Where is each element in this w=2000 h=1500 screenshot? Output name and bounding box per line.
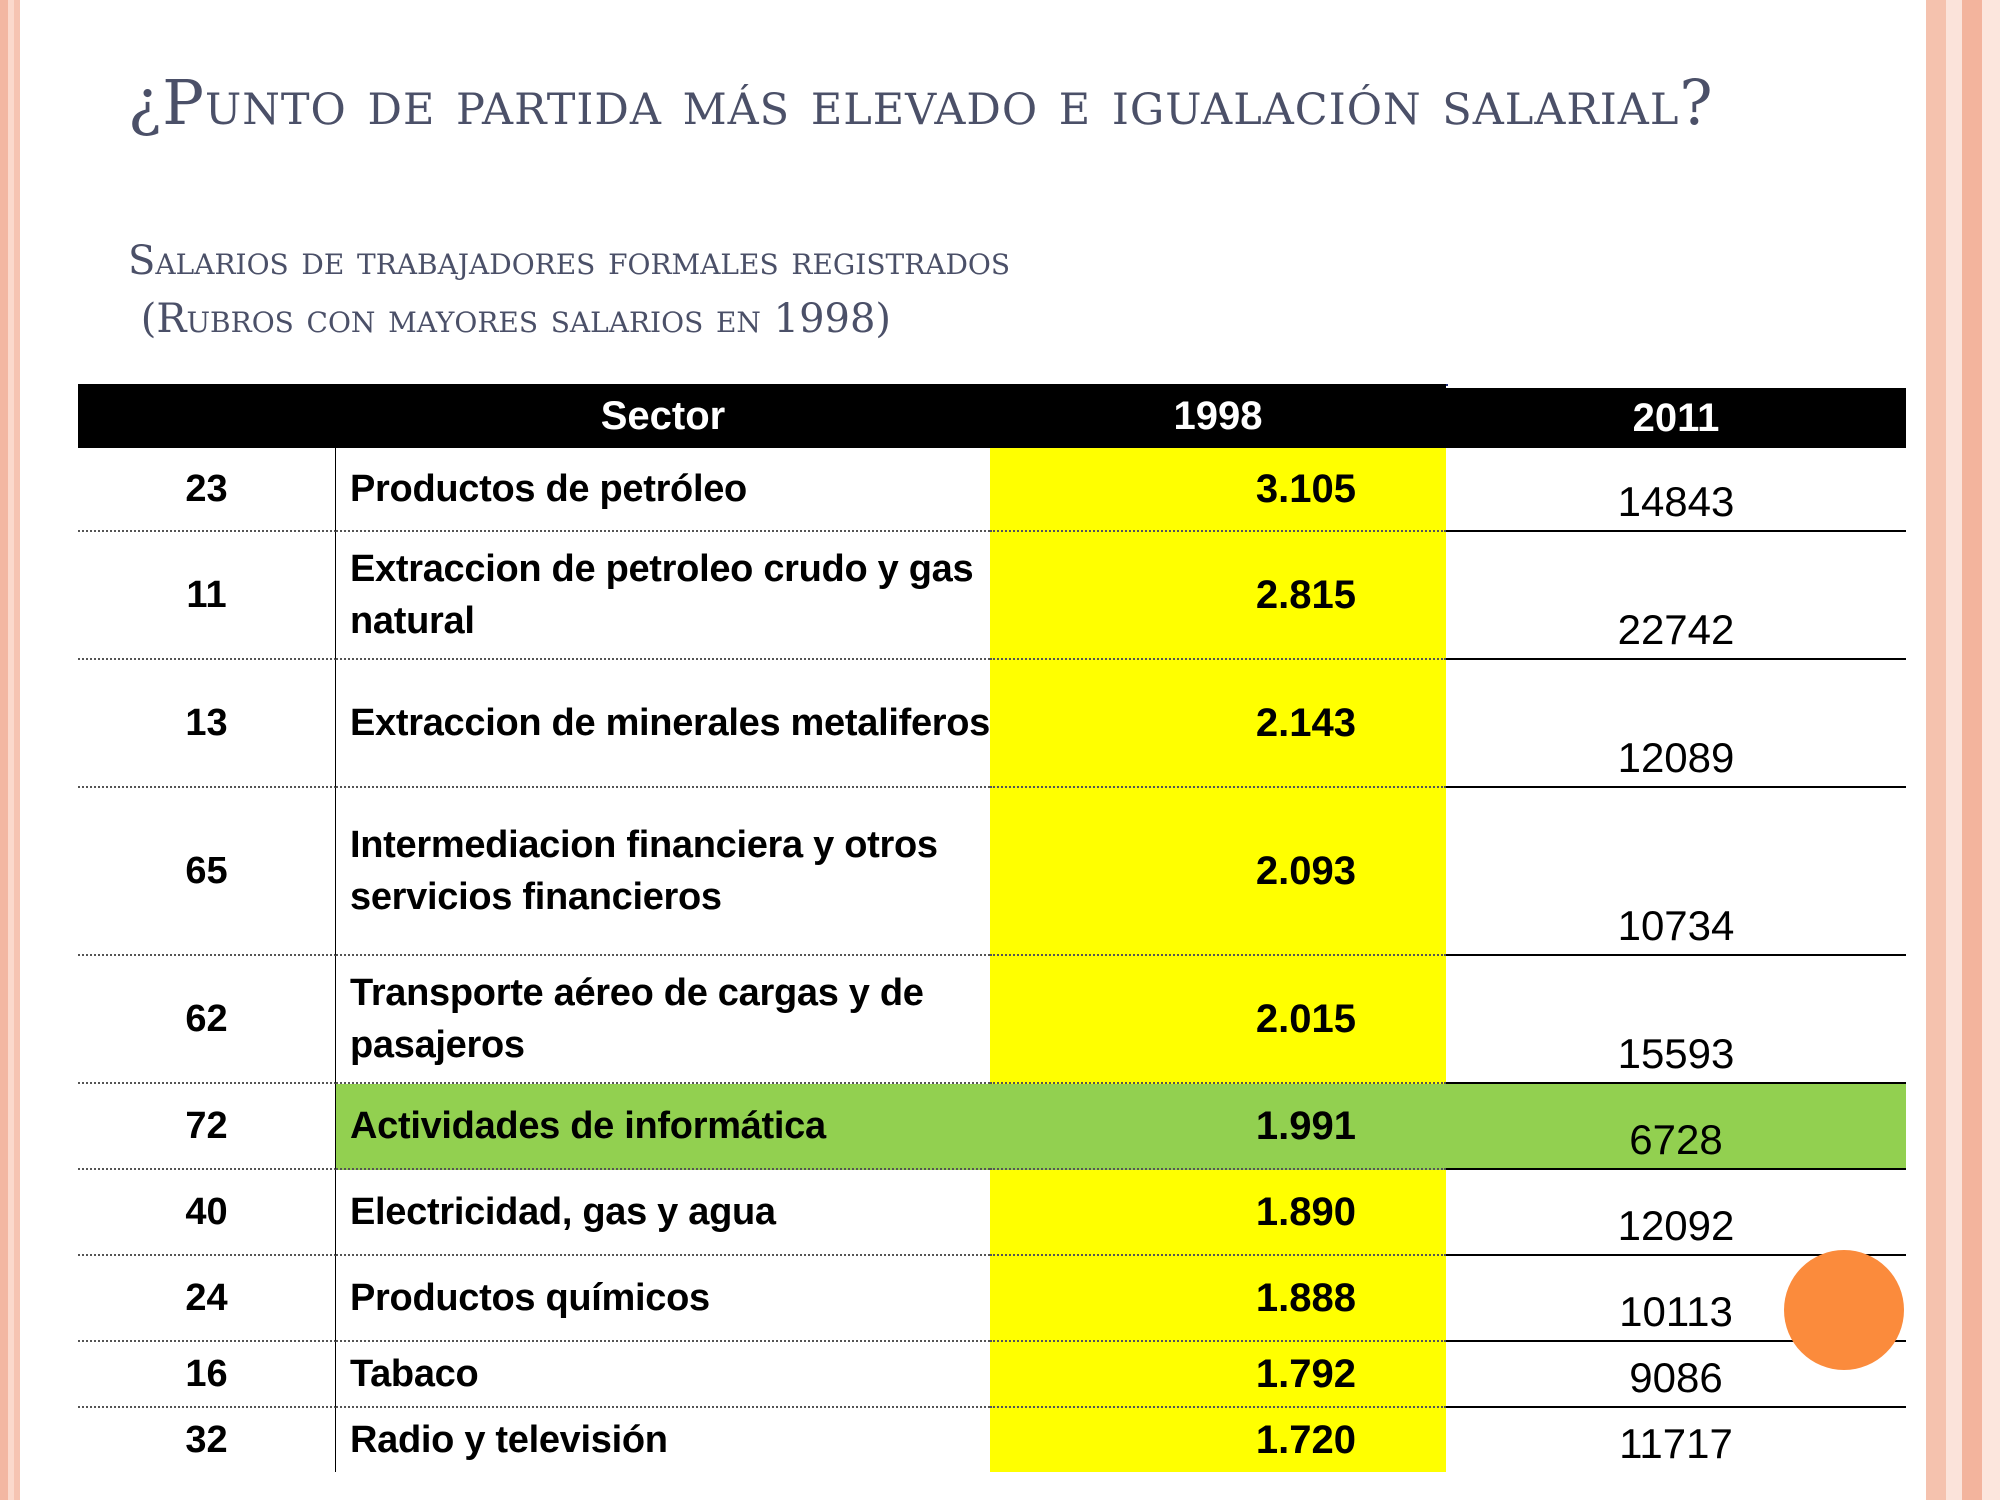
row-value-1998: 1.890 bbox=[990, 1170, 1446, 1256]
row-value-1998: 1.720 bbox=[990, 1408, 1446, 1472]
header-sector: Sector bbox=[336, 384, 990, 448]
row-sector: Intermediacion financiera y otros servicios financieros bbox=[336, 788, 990, 956]
subtitle-line-2: (Rubros con mayores salarios en 1998) bbox=[128, 296, 892, 342]
row-value-2011: 10113 bbox=[1446, 1256, 1906, 1342]
row-value-1998: 3.105 bbox=[990, 448, 1446, 532]
row-value-2011-highlighted: 6728 bbox=[1446, 1084, 1906, 1170]
row-value-1998-highlighted: 1.991 bbox=[990, 1084, 1446, 1170]
slide-left-border bbox=[0, 0, 20, 1500]
row-code: 65 bbox=[78, 788, 336, 956]
subtitle-line-1: Salarios de trabajadores formales registrados bbox=[128, 238, 1011, 284]
header-code bbox=[78, 384, 336, 448]
row-value-2011: 22742 bbox=[1446, 532, 1906, 660]
row-value-1998: 2.815 bbox=[990, 532, 1446, 660]
row-value-2011: 12089 bbox=[1446, 660, 1906, 788]
row-value-2011: 15593 bbox=[1446, 956, 1906, 1084]
row-code: 11 bbox=[78, 532, 336, 660]
slide-title: ¿Punto de partida más elevado e igualación salarial? bbox=[128, 66, 1714, 139]
row-sector: Extraccion de petroleo crudo y gas natural bbox=[336, 532, 990, 660]
row-code: 40 bbox=[78, 1170, 336, 1256]
row-sector: Productos de petróleo bbox=[336, 448, 990, 532]
row-value-2011: 11717 bbox=[1619, 1420, 1733, 1467]
header-1998: 1998 bbox=[990, 384, 1446, 448]
row-sector: Radio y televisión bbox=[350, 1419, 668, 1461]
row-code: 24 bbox=[78, 1256, 336, 1342]
row-sector: Extraccion de minerales metaliferos bbox=[336, 660, 990, 788]
row-sector-highlighted: Actividades de informática bbox=[336, 1084, 990, 1170]
row-value-2011: 12092 bbox=[1446, 1170, 1906, 1256]
slide-right-border bbox=[1920, 0, 2000, 1500]
row-value-2011: 14843 bbox=[1446, 448, 1906, 532]
row-value-2011: 10734 bbox=[1446, 788, 1906, 956]
row-sector: Tabaco bbox=[336, 1342, 990, 1408]
row-value-2011: 9086 bbox=[1446, 1342, 1906, 1408]
row-code: 62 bbox=[78, 956, 336, 1084]
salary-table bbox=[78, 384, 1906, 1472]
row-value-1998: 2.015 bbox=[990, 956, 1446, 1084]
header-2011: 2011 bbox=[1446, 388, 1906, 448]
row-code: 16 bbox=[78, 1342, 336, 1408]
row-value-1998: 1.792 bbox=[990, 1342, 1446, 1408]
row-value-1998: 2.093 bbox=[990, 788, 1446, 956]
slide-subtitle bbox=[128, 232, 1828, 348]
row-value-1998: 2.143 bbox=[990, 660, 1446, 788]
row-code: 72 bbox=[78, 1084, 336, 1170]
row-sector: Transporte aéreo de cargas y de pasajeros bbox=[336, 956, 990, 1084]
row-code: 23 bbox=[78, 448, 336, 532]
row-sector: Electricidad, gas y agua bbox=[336, 1170, 990, 1256]
decorative-orange-circle bbox=[1784, 1250, 1904, 1370]
row-value-1998: 1.888 bbox=[990, 1256, 1446, 1342]
row-sector: Productos químicos bbox=[336, 1256, 990, 1342]
row-code: 32 bbox=[78, 1408, 336, 1472]
row-code: 13 bbox=[78, 660, 336, 788]
